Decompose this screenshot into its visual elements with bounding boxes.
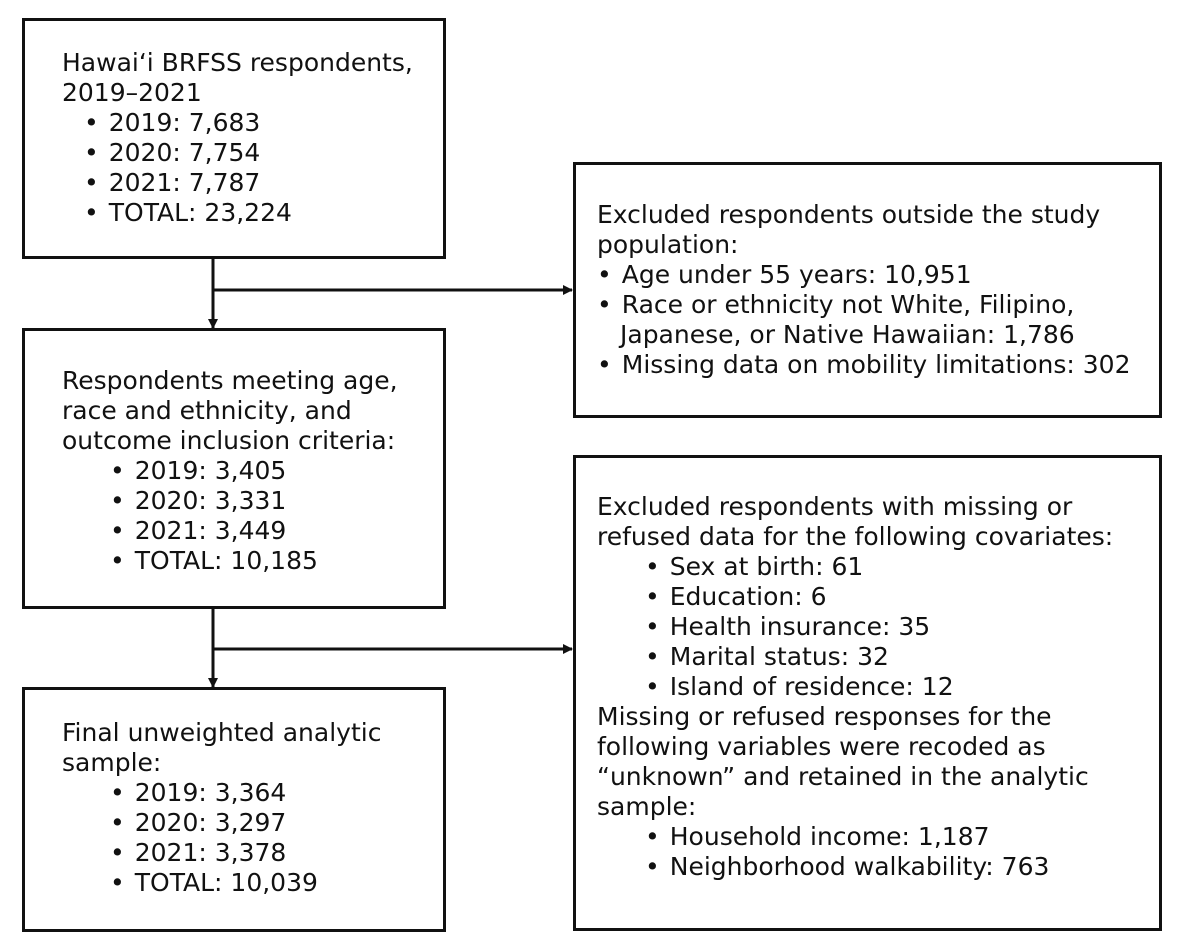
list-item: • Race or ethnicity not White, Filipino, <box>597 290 1130 320</box>
final-sample-heading-line: sample: <box>62 748 162 777</box>
list-item: • 2020: 3,297 <box>62 808 381 838</box>
list-item-continuation: Japanese, or Native Hawaiian: 1,786 <box>620 320 1075 349</box>
list-item: • Sex at birth: 61 <box>597 552 1113 582</box>
inclusion-heading-line: Respondents meeting age, <box>62 366 398 395</box>
final-sample-text <box>62 718 381 898</box>
respondents-heading-line: 2019–2021 <box>62 78 202 107</box>
list-item: • 2020: 7,754 <box>62 138 413 168</box>
list-item: • Marital status: 32 <box>597 642 1113 672</box>
list-item: • 2019: 3,364 <box>62 778 381 808</box>
inclusion-heading-line: outcome inclusion criteria: <box>62 426 396 455</box>
list-item: • 2019: 7,683 <box>62 108 413 138</box>
respondents-heading-line: Hawaiʻi BRFSS respondents, <box>62 48 413 77</box>
inclusion-text <box>62 366 398 576</box>
list-item: • 2021: 3,449 <box>62 516 398 546</box>
exclusion-heading-line: Excluded respondents with missing or <box>597 492 1073 521</box>
list-item: • 2021: 3,378 <box>62 838 381 868</box>
recode-note-line: following variables were recoded as <box>597 732 1046 761</box>
list-item: • 2019: 3,405 <box>62 456 398 486</box>
list-item: • TOTAL: 23,224 <box>62 198 413 228</box>
recode-note-line: Missing or refused responses for the <box>597 702 1052 731</box>
recode-note-line: sample: <box>597 792 697 821</box>
exclusion-heading-line: population: <box>597 230 739 259</box>
recode-note-line: “unknown” and retained in the analytic <box>597 762 1089 791</box>
exclusion-heading-line: Excluded respondents outside the study <box>597 200 1101 229</box>
list-item: • TOTAL: 10,039 <box>62 868 381 898</box>
list-item: • Age under 55 years: 10,951 <box>597 260 1130 290</box>
list-item: • TOTAL: 10,185 <box>62 546 398 576</box>
respondents-text <box>62 48 413 228</box>
exclusion-outside-population-text <box>597 200 1130 380</box>
list-item: • Neighborhood walkability: 763 <box>597 852 1113 882</box>
list-item: • 2021: 7,787 <box>62 168 413 198</box>
list-item: • Island of residence: 12 <box>597 672 1113 702</box>
exclusion-missing-covariates-text <box>597 492 1113 882</box>
list-item: • 2020: 3,331 <box>62 486 398 516</box>
list-item: • Health insurance: 35 <box>597 612 1113 642</box>
exclusion-heading-line: refused data for the following covariates: <box>597 522 1114 551</box>
list-item: • Household income: 1,187 <box>597 822 1113 852</box>
inclusion-heading-line: race and ethnicity, and <box>62 396 352 425</box>
list-item: • Education: 6 <box>597 582 1113 612</box>
final-sample-heading-line: Final unweighted analytic <box>62 718 382 747</box>
list-item: • Missing data on mobility limitations: 302 <box>597 350 1130 380</box>
